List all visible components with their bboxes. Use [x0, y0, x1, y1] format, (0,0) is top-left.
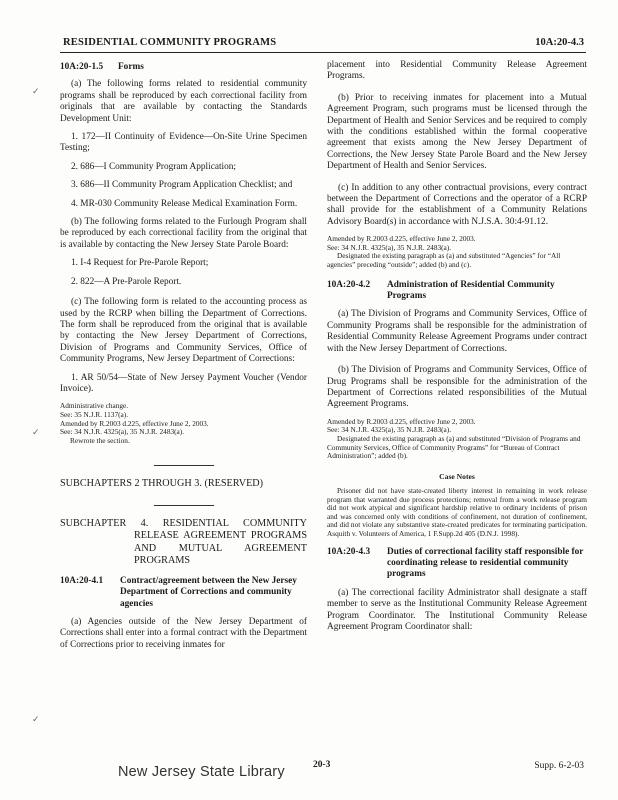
library-watermark: New Jersey State Library: [118, 764, 285, 780]
section-number: 10A:20-4.1: [60, 575, 104, 586]
history-note: Amended by R.2003 d.225, effective June 2, 2003.: [327, 416, 476, 426]
paragraph: placement into Residential Community Release Agreement Programs.: [327, 60, 587, 82]
list-item: 3. 686—II Community Program Application Checklist; and: [71, 180, 293, 191]
paragraph: (a) The correctional facility Administrator shall designate a staff member to serve as the Institutional Community Release Agreement Program Coordinator. The Institutional Community Release Agreement Program Coordinator shall:: [327, 587, 587, 633]
page-number: 20-3: [313, 760, 331, 770]
list-item: 1. 172—II Continuity of Evidence—On-Site Urine Specimen Testing;: [60, 132, 307, 154]
running-header-title: RESIDENTIAL COMMUNITY PROGRAMS: [63, 37, 277, 48]
case-notes-heading: Case Notes: [439, 471, 475, 481]
paragraph: (b) The Division of Programs and Community Services, Office of Drug Programs shall be responsible for the administration of the Department of Corrections related responsibilities of the Mutual Agreement Programs.: [327, 365, 587, 410]
paragraph: (c) In addition to any other contractual provisions, every contract between the Department of Corrections and the operator of a RCRP shall provide for the establishment of a Community Relations Advisory Board(s) in accordance with N.J.S.A. 30:4-91.12.: [327, 182, 587, 227]
paragraph: (a) The Division of Programs and Community Services, Office of Community Programs shall be responsible for the administration of Residential Community Release Agreement Programs under contract with the New Jersey Department of Corrections.: [327, 309, 587, 354]
running-header-section: 10A:20-4.3: [535, 37, 584, 48]
history-note: Amended by R.2003 d.225, effective June 2, 2003.: [60, 418, 209, 428]
paragraph: (b) The following forms related to the Furlough Program shall be reproduced by each correctional facility from the original that is available by contacting the New Jersey State Parole Board:: [60, 217, 307, 250]
list-item: 1. I-4 Request for Pre-Parole Report;: [71, 258, 209, 269]
case-note: Prisoner did not have state-created liberty interest in remaining in work release program that warranted due process protections; removal from a work release program did not work atypical and significant hardship relative to ordinary incidents of prison and was concerned only with conditions of confinement, not duration of confinement, and did not violate any substantive state-created predicates for terminating participation. Asquith v. Volunteers of America, 1 F.Supp.2d 405 (D.N.J. 1998).: [327, 486, 587, 539]
section-divider: [154, 465, 214, 466]
section-heading: [60, 62, 307, 73]
history-note: See: 34 N.J.R. 4325(a), 35 N.J.R. 2483(a).: [327, 425, 452, 435]
section-title: Forms: [118, 62, 144, 72]
list-item: 2. 686—I Community Program Application;: [71, 161, 237, 172]
header-rule: [60, 52, 586, 53]
margin-check-mark: ✓: [32, 427, 40, 437]
paragraph: (c) The following form is related to the accounting process as used by the RCRP when billing the Department of Corrections. The form shall be reproduced from the original that is available by contacting the New Jersey Department of Corrections, Division of Programs and Community Services, Office of Community Programs, New Jersey Department of Corrections:: [60, 297, 307, 365]
section-title: Administration of Residential Community Programs: [387, 279, 555, 302]
list-item: 2. 822—A Pre-Parole Report.: [71, 276, 182, 287]
section-heading: [60, 576, 307, 610]
list-item: 1. AR 50/54—State of New Jersey Payment Voucher (Vendor Invoice).: [60, 372, 307, 394]
section-number: 10A:20-4.2: [327, 279, 371, 290]
paragraph: (a) The following forms related to residential community programs shall be reproduced by each correctional facility from originals that are available by contacting the Standards Development Unit:: [60, 79, 307, 124]
left-column: [60, 60, 307, 658]
section-title: Contract/agreement between the New Jersey Department of Corrections and community agencies: [120, 575, 297, 609]
section-heading: [327, 547, 587, 581]
margin-check-mark: ✓: [32, 714, 40, 724]
paragraph: (b) Prior to receiving inmates for placement into a Mutual Agreement Program, such programs must be licensed through the Department of Health and Senior Services and be required to comply with the conditions established within the formal cooperative agreement that exists among the New Jersey Department of Corrections, the New Jersey State Parole Board and the New Jersey Department of Health and Senior Services.: [327, 92, 587, 172]
section-divider: [154, 505, 214, 506]
history-note: See: 34 N.J.R. 4325(a), 35 N.J.R. 2483(a).: [327, 242, 452, 252]
right-column: [327, 60, 587, 641]
history-note: Amended by R.2003 d.225, effective June 2, 2003.: [327, 234, 476, 244]
history-note: See: 35 N.J.R. 1137(a).: [60, 409, 129, 419]
margin-check-mark: ✓: [32, 86, 40, 96]
subchapter-heading: SUBCHAPTER 4. RESIDENTIAL COMMUNITY RELEASE AGREEMENT PROGRAMS AND MUTUAL AGREEMENT PROGRAMS: [60, 517, 307, 567]
section-heading: [327, 280, 587, 303]
section-number: 10A:20-1.5: [60, 62, 104, 72]
history-note: See: 34 N.J.R. 4325(a), 35 N.J.R. 2483(a).: [60, 427, 185, 437]
history-note: Designated the existing paragraph as (a) and substituted “Division of Programs and Community Services, Office of Community Programs” for “Bureau of Contract Administration”; added (b).: [327, 433, 581, 461]
paragraph: (a) Agencies outside of the New Jersey Department of Corrections shall enter into a formal contract with the Department of Corrections prior to receiving inmates for: [60, 617, 307, 650]
list-item: 4. MR-030 Community Release Medical Examination Form.: [71, 198, 298, 209]
history-note: Designated the existing paragraph as (a) and substituted “Agencies” for “All agencies” preceding “outside”; added (b) and (c).: [327, 251, 561, 270]
section-number: 10A:20-4.3: [327, 546, 371, 557]
supplement-date: Supp. 6-2-03: [534, 761, 584, 771]
section-title: Duties of correctional facility staff responsible for coordinating release to residential community programs: [387, 546, 584, 580]
history-note: Rewrote the section.: [70, 435, 130, 445]
history-note: Administrative change.: [60, 401, 129, 411]
subchapter-heading: SUBCHAPTERS 2 THROUGH 3. (RESERVED): [60, 478, 264, 490]
